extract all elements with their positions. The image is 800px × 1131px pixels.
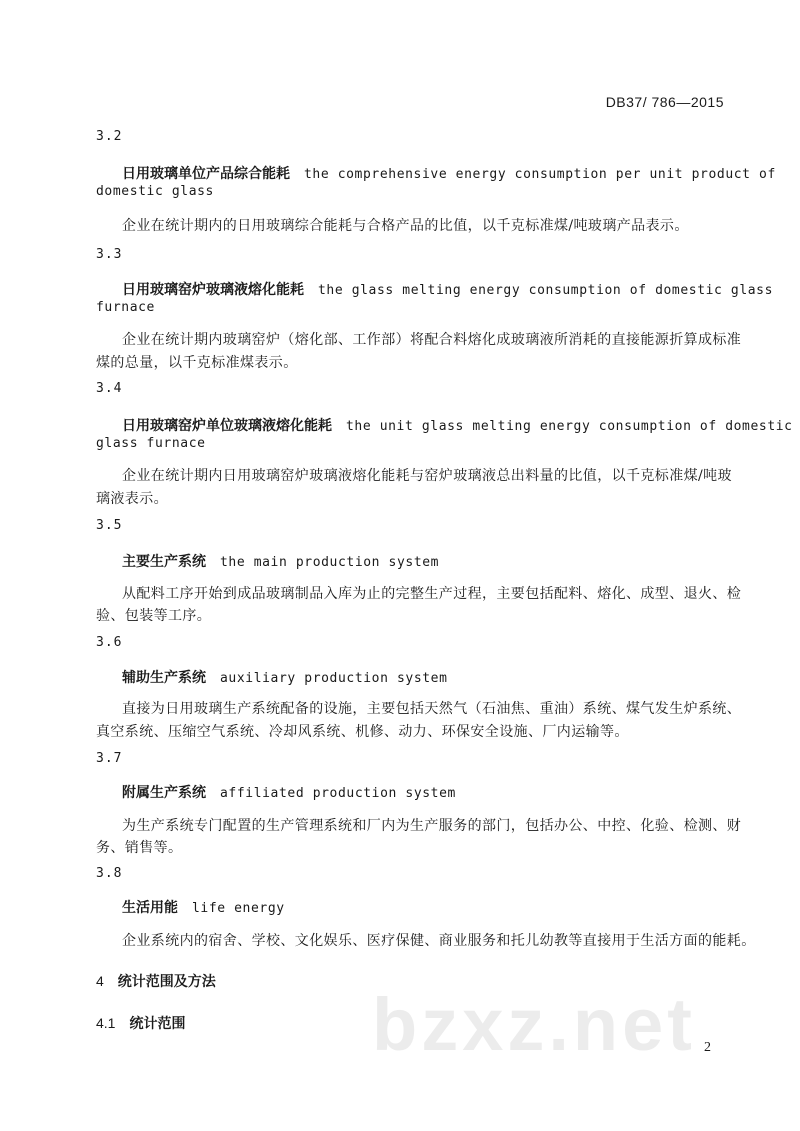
term-en: life energy — [192, 901, 285, 916]
definition-line: 企业在统计期内玻璃窑炉（熔化部、工作部）将配合料熔化成玻璃液所消耗的直接能源折算成标准 — [122, 332, 742, 348]
section-heading-4-1 — [96, 1013, 185, 1033]
term-3-5 — [122, 551, 439, 571]
section-number: 4.1 — [96, 1015, 116, 1031]
term-en: the glass melting energy consumption of domestic glass — [318, 283, 774, 298]
term-zh: 主要生产系统 — [122, 554, 206, 570]
term-en: the comprehensive energy consumption per unit product of — [304, 167, 776, 182]
section-number: 4 — [96, 973, 104, 989]
section-heading-4 — [96, 971, 216, 991]
term-zh: 日用玻璃窑炉单位玻璃液熔化能耗 — [122, 418, 332, 434]
watermark: bzxz.net — [372, 983, 696, 1066]
term-zh: 生活用能 — [122, 900, 178, 916]
clause-number-3-4: 3.4 — [96, 381, 123, 396]
definition-line: 煤的总量，以千克标准煤表示。 — [96, 355, 298, 371]
term-en-continuation: furnace — [96, 300, 155, 315]
term-en-continuation: domestic glass — [96, 184, 214, 199]
standard-code: DB37/ 786—2015 — [605, 94, 724, 110]
term-3-8 — [122, 897, 285, 917]
page-number: 2 — [704, 1040, 711, 1055]
term-zh: 附属生产系统 — [122, 785, 206, 801]
term-3-2 — [122, 163, 776, 183]
clause-number-3-6: 3.6 — [96, 635, 123, 650]
term-3-3 — [122, 279, 773, 299]
term-en: the unit glass melting energy consumption of domestic — [346, 419, 793, 434]
term-3-4 — [122, 415, 793, 435]
section-title: 统计范围 — [129, 1016, 186, 1032]
definition-line: 从配料工序开始到成品玻璃制品入库为止的完整生产过程，主要包括配料、熔化、成型、退火、检 — [122, 586, 742, 602]
clause-number-3-2: 3.2 — [96, 129, 123, 144]
term-en: affiliated production system — [220, 786, 456, 801]
clause-number-3-3: 3.3 — [96, 247, 123, 262]
term-zh: 日用玻璃窑炉玻璃液熔化能耗 — [122, 282, 304, 298]
term-3-6 — [122, 667, 448, 687]
definition-line: 璃液表示。 — [96, 491, 168, 507]
term-en: auxiliary production system — [220, 671, 448, 686]
term-zh: 辅助生产系统 — [122, 670, 206, 686]
clause-number-3-7: 3.7 — [96, 751, 123, 766]
section-title: 统计范围及方法 — [117, 974, 216, 990]
term-en: the main production system — [220, 555, 440, 570]
definition-line: 直接为日用玻璃生产系统配备的设施，主要包括天然气（石油焦、重油）系统、煤气发生炉系统、 — [122, 701, 742, 717]
definition-line: 企业系统内的宿舍、学校、文化娱乐、医疗保健、商业服务和托儿幼教等直接用于生活方面的能耗。 — [122, 933, 756, 949]
definition-line: 企业在统计期内日用玻璃窑炉玻璃液熔化能耗与窑炉玻璃液总出料量的比值，以千克标准煤/吨玻 — [122, 468, 732, 484]
definition-line: 真空系统、压缩空气系统、冷却风系统、机修、动力、环保安全设施、厂内运输等。 — [96, 724, 629, 740]
definition-line: 验、包装等工序。 — [96, 608, 212, 624]
definition-line: 企业在统计期内的日用玻璃综合能耗与合格产品的比值，以千克标准煤/吨玻璃产品表示。 — [122, 218, 689, 234]
term-3-7 — [122, 782, 456, 802]
definition-line: 务、销售等。 — [96, 840, 183, 856]
definition-line: 为生产系统专门配置的生产管理系统和厂内为生产服务的部门，包括办公、中控、化验、检测、财 — [122, 818, 742, 834]
term-en-continuation: glass furnace — [96, 436, 206, 451]
clause-number-3-5: 3.5 — [96, 518, 123, 533]
clause-number-3-8: 3.8 — [96, 866, 123, 881]
term-zh: 日用玻璃单位产品综合能耗 — [122, 166, 290, 182]
